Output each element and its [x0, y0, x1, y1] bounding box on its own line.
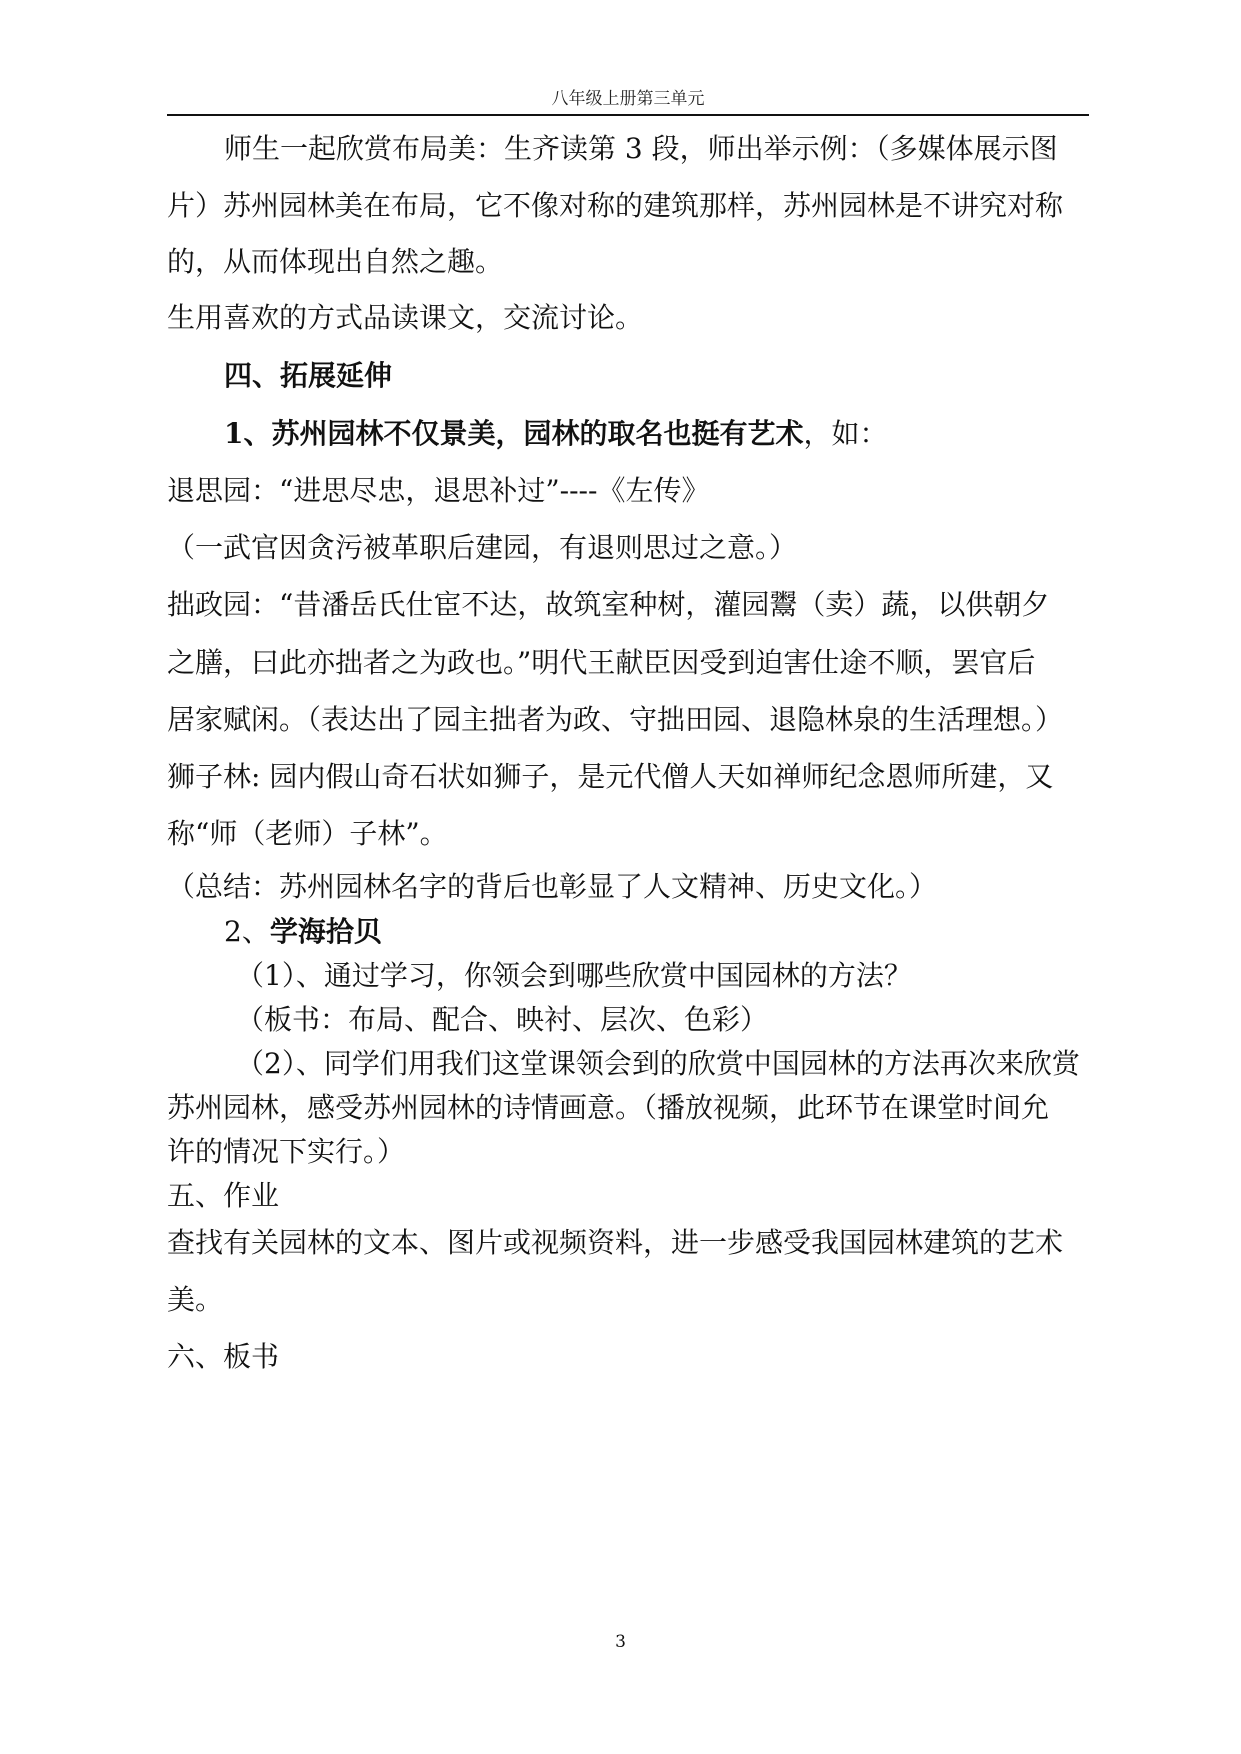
- inline-text: ，如：: [803, 417, 888, 450]
- heading-number: 2、: [224, 915, 270, 948]
- subsection-heading: [224, 914, 1154, 950]
- paragraph-line: 的，从而体现出自然之趣。: [167, 245, 504, 278]
- paragraph-line: 师生一起欣赏布局美：生齐读第 3 段，师出举示例：（多媒体展示图: [224, 132, 1058, 165]
- paragraph-line: 称“师（老师）子林”。: [167, 817, 448, 850]
- paragraph-line: 退思园：“进思尽忠，退思补过”----《左传》: [167, 474, 710, 507]
- paragraph-line: 狮子林: 园内假山奇石状如狮子，是元代僧人天如禅师纪念恩师所建，又: [167, 760, 1054, 793]
- paragraph-line: 生用喜欢的方式品读课文，交流讨论。: [167, 301, 644, 334]
- section-heading: 六、板书: [167, 1340, 280, 1373]
- paragraph-line: 片）苏州园林美在布局，它不像对称的建筑那样，苏州园林是不讲究对称: [167, 189, 1064, 222]
- header-divider: [167, 114, 1089, 116]
- paragraph-line: （总结：苏州园林名字的背后也彰显了人文精神、历史文化。）: [167, 870, 938, 903]
- paragraph-line: 苏州园林，感受苏州园林的诗情画意。（播放视频，此环节在课堂时间允: [167, 1091, 1050, 1124]
- paragraph-line: [224, 416, 1154, 452]
- paragraph-line: （1）、通过学习，你领会到哪些欣赏中国园林的方法？: [236, 959, 912, 992]
- page-header: 八年级上册第三单元: [551, 89, 705, 109]
- paragraph-line: （板书：布局、配合、映衬、层次、色彩）: [236, 1003, 769, 1036]
- heading-text: 学海拾贝: [269, 915, 382, 948]
- paragraph-line: 拙政园：“昔潘岳氏仕宦不达，故筑室种树，灌园鬻（卖）蔬，以供朝夕: [167, 588, 1050, 621]
- paragraph-line: （一武官因贪污被革职后建园，有退则思过之意。）: [167, 531, 798, 564]
- paragraph-line: 美。: [167, 1283, 224, 1316]
- paragraph-line: （2）、同学们用我们这堂课领会到的欣赏中国园林的方法再次来欣赏: [236, 1047, 1080, 1080]
- bold-lead: 1、苏州园林不仅景美，园林的取名也挺有艺术: [224, 417, 804, 450]
- paragraph-line: 之膳，曰此亦拙者之为政也。”明代王献臣因受到迫害仕途不顺，罢官后: [167, 646, 1036, 679]
- section-heading: 五、作业: [167, 1179, 280, 1212]
- paragraph-line: 居家赋闲。（表达出了园主拙者为政、守拙田园、退隐林泉的生活理想。）: [167, 703, 1064, 736]
- section-heading: 四、拓展延伸: [224, 359, 393, 392]
- paragraph-line: 查找有关园林的文本、图片或视频资料，进一步感受我国园林建筑的艺术: [167, 1226, 1064, 1259]
- page-number: 3: [615, 1632, 626, 1652]
- paragraph-line: 许的情况下实行。）: [167, 1135, 406, 1168]
